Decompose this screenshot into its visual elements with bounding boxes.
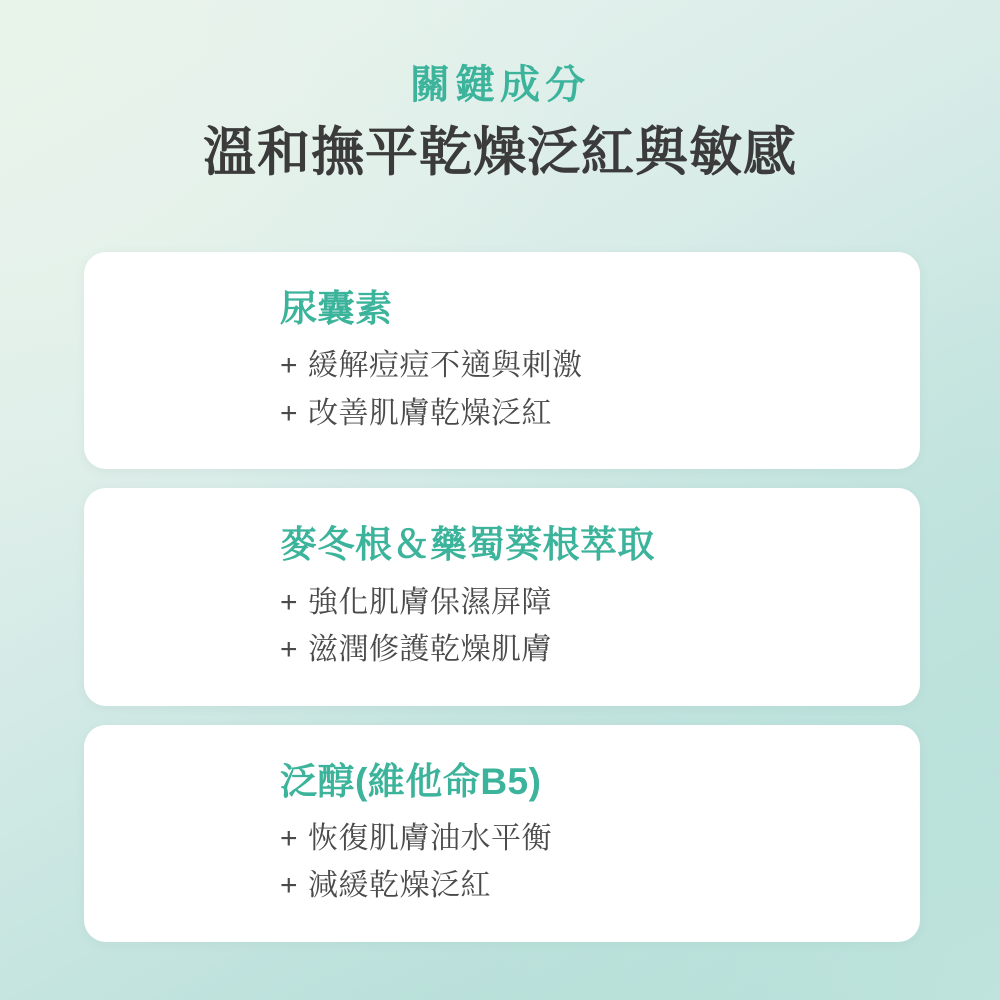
benefit-item xyxy=(280,817,880,861)
benefit-text: 減緩乾燥泛紅 xyxy=(308,869,491,903)
benefit-text: 改善肌膚乾燥泛紅 xyxy=(308,396,552,430)
benefit-text: 緩解痘痘不適與刺激 xyxy=(308,349,583,383)
plus-icon: + xyxy=(280,821,299,855)
ingredient-name: 麥冬根＆藥蜀葵根萃取 xyxy=(280,524,655,566)
plus-icon: + xyxy=(280,349,299,383)
ingredient-name: 尿囊素 xyxy=(280,288,393,329)
eyebrow-title: 關鍵成分 xyxy=(410,63,590,107)
benefit-text: 強化肌膚保濕屏障 xyxy=(308,585,552,619)
benefit-item xyxy=(280,628,880,672)
header xyxy=(0,0,1000,185)
benefit-text: 滋潤修護乾燥肌膚 xyxy=(308,633,552,666)
benefit-item xyxy=(280,581,880,625)
plus-icon: + xyxy=(280,585,299,619)
ingredient-card xyxy=(84,488,920,705)
ingredient-card-list xyxy=(84,252,920,961)
benefit-text: 恢復肌膚油水平衡 xyxy=(308,821,552,855)
ingredient-name: 泛醇(維他命B5) xyxy=(280,760,542,802)
ingredient-card xyxy=(84,725,920,942)
plus-icon: + xyxy=(280,869,299,903)
plus-icon: + xyxy=(280,396,299,430)
benefit-item xyxy=(280,344,880,388)
benefit-item xyxy=(280,864,880,908)
plus-icon: + xyxy=(280,633,299,666)
ingredient-card xyxy=(84,252,920,469)
page-title: 溫和撫平乾燥泛紅與敏感 xyxy=(203,123,797,182)
benefit-item xyxy=(280,392,880,436)
